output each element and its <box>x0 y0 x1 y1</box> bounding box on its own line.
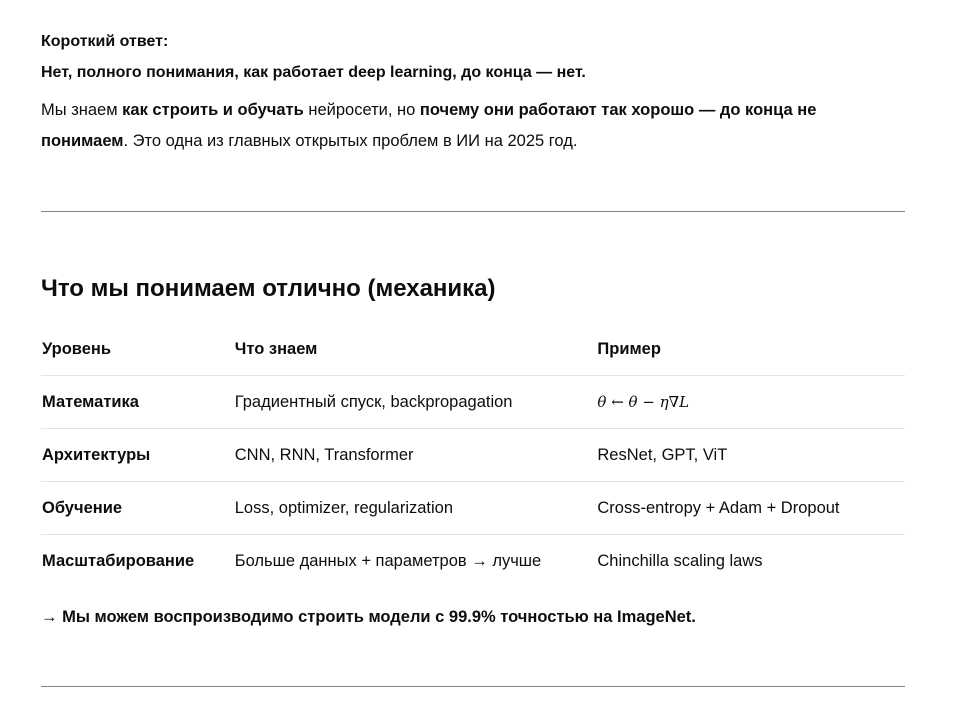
intro-text-1: Мы знаем <box>41 101 123 119</box>
cell-known: CNN, RNN, Transformer <box>234 429 597 482</box>
table-row <box>41 376 905 429</box>
section-title: Что мы понимаем отлично (механика) <box>41 275 496 302</box>
intro-text-2: нейросети, но <box>303 101 420 119</box>
header-known: Что знаем <box>234 340 318 358</box>
cell-known: Градиентный спуск, backpropagation <box>234 376 597 429</box>
header-level: Уровень <box>42 340 112 358</box>
table-header-row <box>41 324 905 376</box>
table-row <box>41 429 905 482</box>
cell-known: Больше данных + параметров → лучше <box>234 535 597 588</box>
cell-level: Масштабирование <box>41 535 234 588</box>
intro-bold-1: как строить и обучать <box>122 101 304 119</box>
cell-level: Математика <box>41 376 234 429</box>
mechanics-table <box>41 324 905 587</box>
section-divider-top <box>41 211 905 212</box>
short-answer-text: Нет, полного понимания, как работает deep learning, до конца — нет. <box>41 64 586 81</box>
section-divider-bottom <box>41 686 905 687</box>
cell-example: Chinchilla scaling laws <box>596 535 905 588</box>
cell-example: ResNet, GPT, ViT <box>596 429 905 482</box>
cell-level: Архитектуры <box>41 429 234 482</box>
table-row <box>41 535 905 588</box>
intro-paragraph <box>41 95 905 157</box>
cell-level: Обучение <box>41 482 234 535</box>
intro-bold-2: почему они работают так хорошо — до конца не понимаем <box>41 101 817 150</box>
table-row <box>41 482 905 535</box>
cell-example: Cross-entropy + Adam + Dropout <box>596 482 905 535</box>
header-example: Пример <box>597 340 661 358</box>
conclusion-text: → Мы можем воспроизводимо строить модели с 99.9% точностью на ImageNet. <box>41 608 696 626</box>
intro-text-3: . Это одна из главных открытых проблем в ИИ на 2025 год. <box>123 132 578 150</box>
cell-example-formula: θ ← θ − η∇L <box>596 376 905 429</box>
cell-known: Loss, optimizer, regularization <box>234 482 597 535</box>
short-answer-label: Короткий ответ: <box>41 33 169 50</box>
